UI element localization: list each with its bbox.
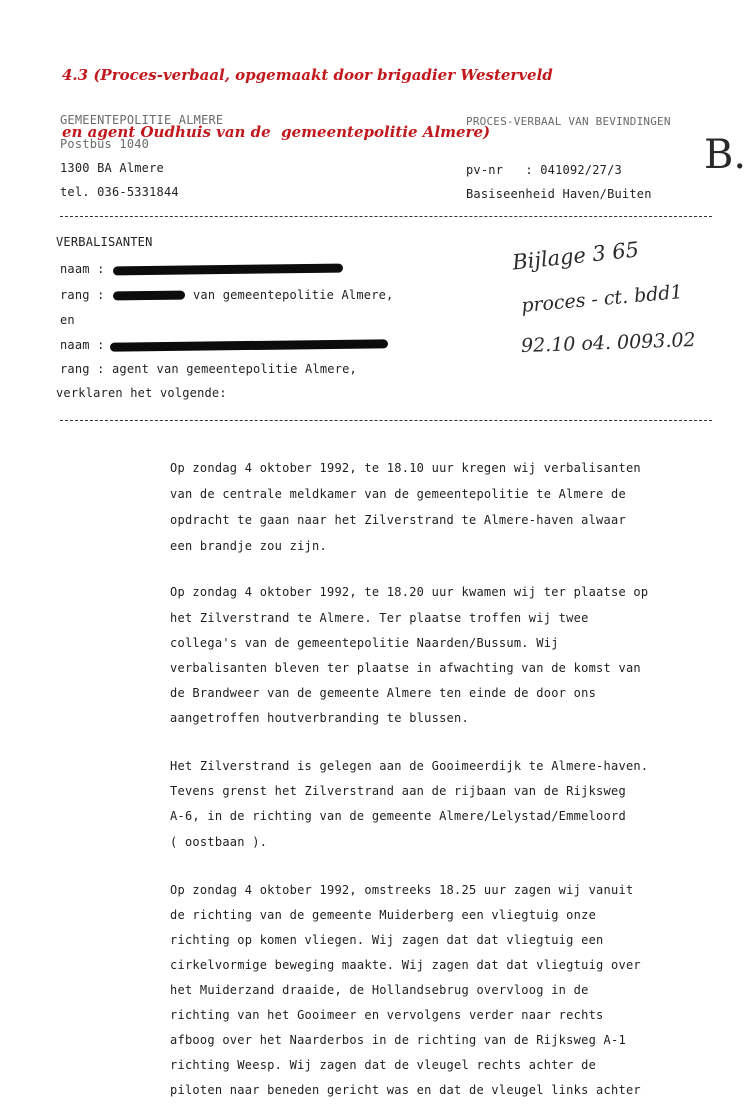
rang-label-1: rang : — [60, 288, 105, 302]
body-line: Tevens grenst het Zilverstrand aan de rijbaan van de Rijksweg — [170, 784, 626, 798]
rang-text-2: rang : agent van gemeentepolitie Almere, — [60, 362, 357, 376]
redaction-bar — [113, 291, 185, 301]
doc-title: PROCES-VERBAAL VAN BEVINDINGEN — [466, 115, 671, 128]
handwritten-annotation-1: Bijlage 3 65 — [511, 237, 641, 275]
heading-line-1: 4.3 (Proces-verbaal, opgemaakt door brigadier Westerveld — [62, 66, 553, 84]
body-line: het Zilverstrand te Almere. Ter plaatse troffen wij twee — [170, 611, 589, 625]
body-line: Op zondag 4 oktober 1992, te 18.20 uur kwamen wij ter plaatse op — [170, 585, 649, 599]
body-line: de richting van de gemeente Muiderberg een vliegtuig onze — [170, 908, 597, 922]
body-line: verbalisanten bleven ter plaatse in afwachting van de komst van — [170, 661, 641, 675]
redaction-bar — [113, 264, 343, 276]
body-line: Op zondag 4 oktober 1992, omstreeks 18.25 uur zagen wij vanuit — [170, 883, 634, 897]
divider-top — [60, 216, 712, 217]
body-line: Het Zilverstrand is gelegen aan de Gooimeerdijk te Almere-haven. — [170, 759, 649, 773]
sender-tel: tel. 036-5331844 — [60, 185, 179, 199]
body-line: ( oostbaan ). — [170, 835, 268, 849]
handwritten-annotation-3: 92.10 o4. 0093.02 — [520, 328, 696, 358]
body-line: A-6, in de richting van de gemeente Almere/Lelystad/Emmeloord — [170, 809, 626, 823]
body-line: collega's van de gemeentepolitie Naarden/Bussum. Wij — [170, 636, 559, 650]
body-line: piloten naar beneden gericht was en dat de vleugel links achter — [170, 1083, 641, 1097]
body-line: richting op komen vliegen. Wij zagen dat dat vliegtuig een — [170, 933, 604, 947]
sender-city: 1300 BA Almere — [60, 161, 164, 175]
verbalisanten-heading: VERBALISANTEN — [56, 235, 153, 249]
divider-middle — [60, 420, 712, 421]
pv-number: pv-nr : 041092/27/3 — [466, 163, 622, 177]
body-line: het Muiderzand draaide, de Hollandsebrug overvloog in de — [170, 983, 589, 997]
unit-name: Basiseenheid Haven/Buiten — [466, 187, 652, 201]
naam-label-2: naam : — [60, 338, 105, 352]
body-line: Op zondag 4 oktober 1992, te 18.10 uur kregen wij verbalisanten — [170, 461, 641, 475]
body-line: de Brandweer van de gemeente Almere ten einde de door ons — [170, 686, 597, 700]
body-line: een brandje zou zijn. — [170, 539, 327, 553]
sender-postbus: Postbus 1040 — [60, 137, 150, 151]
handwritten-annotation-2: proces - ct. bdd1 — [520, 280, 684, 318]
handwritten-mark: B. — [704, 132, 747, 178]
body-line: richting Weesp. Wij zagen dat de vleugel rechts achter de — [170, 1058, 597, 1072]
body-line: cirkelvormige beweging maakte. Wij zagen dat dat vliegtuig over — [170, 958, 641, 972]
body-line: afboog over het Naarderbos in de richting van de Rijksweg A-1 — [170, 1033, 626, 1047]
body-line: richting van het Gooimeer en vervolgens verder naar rechts — [170, 1008, 604, 1022]
body-line: aangetroffen houtverbranding te blussen. — [170, 711, 469, 725]
redaction-bar — [110, 339, 388, 351]
heading-line-2: en agent Oudhuis van de gemeentepolitie Almere) — [62, 123, 491, 141]
rang-text-1: van gemeentepolitie Almere, — [193, 288, 394, 302]
naam-label-1: naam : — [60, 262, 105, 276]
conjunction-en: en — [60, 313, 75, 327]
body-line: van de centrale meldkamer van de gemeentepolitie te Almere de — [170, 487, 626, 501]
verklaren-line: verklaren het volgende: — [56, 386, 227, 400]
sender-org: GEMEENTEPOLITIE ALMERE — [60, 113, 224, 127]
body-line: opdracht te gaan naar het Zilverstrand te Almere-haven alwaar — [170, 513, 626, 527]
